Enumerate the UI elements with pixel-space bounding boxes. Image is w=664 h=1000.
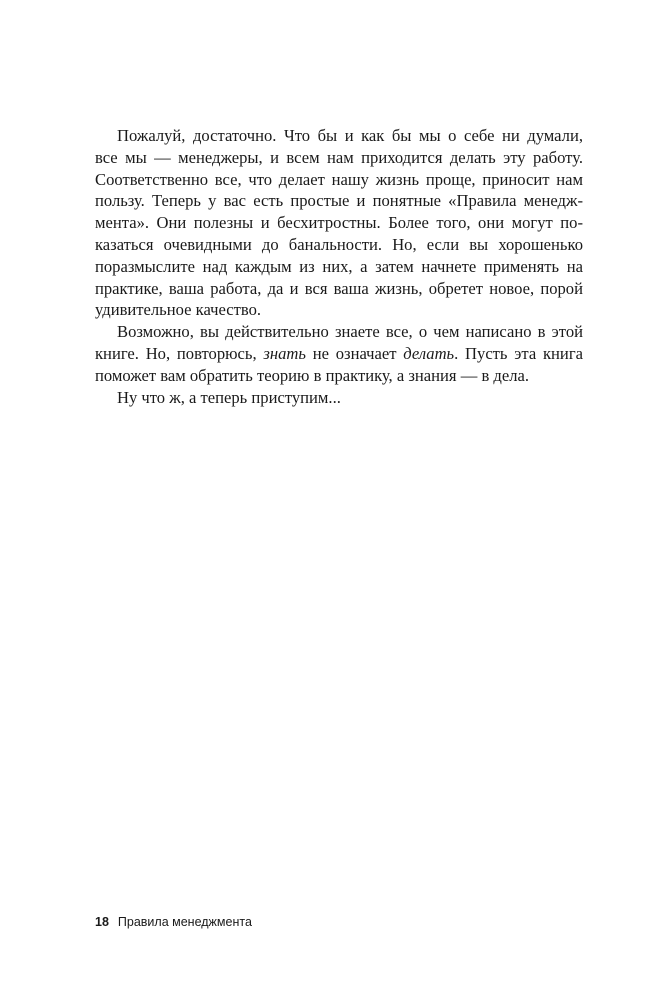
text-line: Ну что ж, а теперь приступим... [117,387,341,407]
text-line: Соответственно все, что делает нашу жизнь проще, приносит нам [95,169,583,189]
paragraph-2 [95,321,583,386]
text-line: поможет вам обратить теорию в практику, а знания — в дела. [95,365,530,385]
text-line: поразмыслите над каждым из них, а затем начнете применять на [95,256,583,276]
text-run: книге. Но, повторюсь, [95,343,264,363]
running-title: Правила менеджмента [117,915,252,929]
paragraph-1 [95,125,583,321]
text-run: . Пусть эта книга [454,343,583,363]
text-line: Возможно, вы действительно знаете все, о чем написано в этой [117,322,583,342]
text-line: Пожалуй, достаточно. Что бы и как бы мы о себе ни думали, [117,126,583,145]
text-line: все мы — менеджеры, и всем нам приходится делать эту работу. [95,147,583,167]
page-number: 18 [95,915,109,929]
text-line: пользу. Теперь у вас есть простые и понятные «Правила менедж- [95,191,583,211]
paragraph-3 [95,387,583,409]
text-line: казаться очевидными до банальности. Но, если вы хорошенько [95,234,583,254]
emphasis-do: делать [403,343,455,363]
text-run: не означает [305,343,404,363]
text-line: удивительное качество. [95,300,262,320]
body-text [95,125,583,408]
page-footer [95,915,252,929]
emphasis-know: знать [263,343,306,363]
text-line: мента». Они полезны и бесхитростны. Более того, они могут по- [95,213,583,233]
text-line: практике, ваша работа, да и вся ваша жизнь, обретет новое, порой [95,278,583,298]
text-line [95,343,583,365]
